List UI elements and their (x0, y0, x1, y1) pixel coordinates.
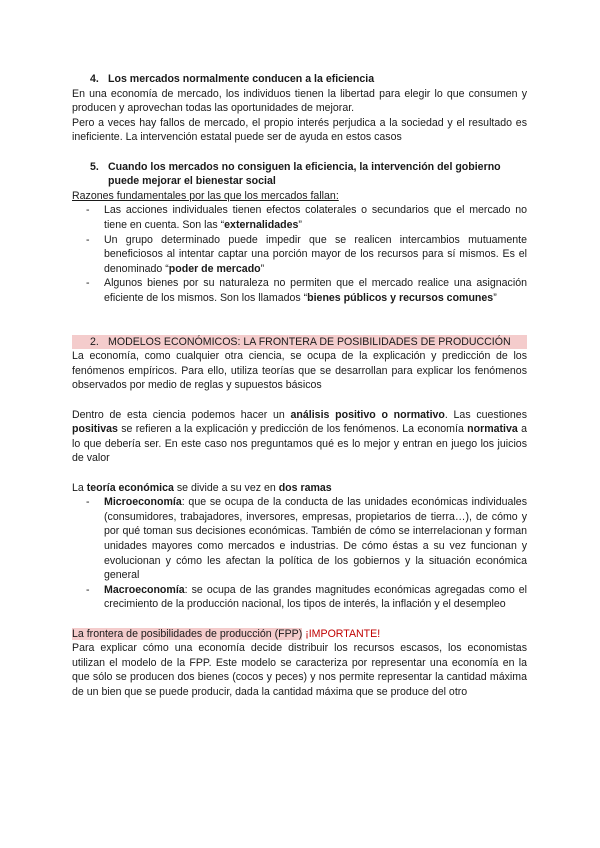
list-text-end: ” (298, 218, 302, 231)
list-text: : se ocupa de las grandes magnitudes económicas agregadas como el crecimiento de la producción nacional, los tipos de interés, la inflación y el desempleo (104, 583, 527, 611)
bullet-dash: - (86, 496, 90, 509)
bullet-dash: - (86, 583, 90, 596)
bullet-dash: - (86, 204, 90, 217)
list-item-microeconomia (72, 495, 527, 583)
list-text: Un grupo determinado puede impedir que se realicen intercambios mutuamente beneficiosos al intentar captar una porción mayor de los recursos para sí mismos. Es el denominado “ (104, 233, 527, 275)
text-run: La (72, 481, 87, 494)
list-term: bienes públicos y recursos comunes (307, 291, 494, 304)
fpp-title: La frontera de posibilidades de producción (FPP) (72, 627, 303, 640)
list-text-end: ” (260, 262, 265, 275)
heading-title: Cuando los mercados no consiguen la eficiencia, la intervención del gobierno puede mejorar el bienestar social (108, 160, 501, 188)
heading-4 (72, 72, 527, 87)
bold-term: dos ramas (278, 481, 332, 494)
paragraph: Para explicar cómo una economía decide distribuir los recursos escasos, los economistas utilizan el modelo de la FPP. Este modelo se caracteriza por representar una economía en la que sólo se producen dos bienes (cocos y peces) y nos permite representar la cantidad máxima de un bien que se puede producir, dada la cantidad máxima que se produce del otro (72, 642, 527, 698)
text-run: a lo que debería ser. En este caso nos preguntamos qué es lo mejor y entran en juego los juicios de valor (72, 423, 527, 465)
text-run: Dentro de esta ciencia podemos hacer un (72, 408, 291, 421)
bullet-dash: - (86, 277, 90, 290)
paragraph: Pero a veces hay fallos de mercado, el propio interés perjudica a la sociedad y el resultado es ineficiente. La intervención estatal puede ser de ayuda en estos casos (72, 116, 527, 144)
list-item (72, 233, 527, 277)
bold-term: positivas (72, 423, 118, 436)
list-text-end: ” (493, 291, 497, 304)
list-item (72, 203, 527, 232)
heading-5 (72, 160, 527, 189)
list-item (72, 276, 527, 305)
paragraph (72, 408, 527, 466)
section-title: MODELOS ECONÓMICOS: LA FRONTERA DE POSIBILIDADES DE PRODUCCIÓN (108, 335, 511, 348)
paragraph (72, 481, 527, 496)
list-term: Macroeconomía (104, 583, 185, 596)
bullet-dash: - (86, 233, 90, 246)
bold-term: normativa (467, 423, 518, 436)
document-page (72, 72, 527, 700)
section-heading-2 (72, 335, 527, 350)
fpp-heading (72, 627, 527, 642)
list-term: externalidades (224, 218, 299, 231)
bold-term: análisis positivo o normativo (290, 408, 445, 421)
list-text: Las acciones individuales tienen efectos colaterales o secundarios que el mercado no tiene en cuenta. Son las “ (104, 204, 527, 231)
paragraph: En una economía de mercado, los individuos tienen la libertad para elegir lo que consumen y producen y aprovechan todas las oportunidades de mejorar. (72, 87, 527, 115)
text-run: se refieren a la explicación y predicción de los fenómenos. La economía (117, 423, 468, 436)
heading-number: 5. (90, 160, 99, 173)
heading-number: 4. (90, 73, 99, 85)
heading-title: Los mercados normalmente conducen a la eficiencia (108, 73, 375, 85)
section-number: 2. (90, 335, 99, 348)
text-run: . Las cuestiones (444, 408, 527, 421)
important-label: ¡IMPORTANTE! (302, 627, 381, 640)
list-text: Algunos bienes por su naturaleza no permiten que el mercado realice una asignación eficiente de los mismos. Son los llamados “ (104, 277, 527, 304)
bold-term: teoría económica (86, 481, 174, 494)
list-item-macroeconomia (72, 583, 527, 612)
list-term: Microeconomía (104, 496, 182, 509)
paragraph: La economía, como cualquier otra ciencia, se ocupa de la explicación y predicción de los fenómenos empíricos. Para ello, utiliza teorías que se desarrollan para explicar los fenómenos observados por medio de reglas y supuestos básicos (72, 350, 527, 392)
list-text: : que se ocupa de la conducta de las unidades económicas individuales (consumidores, trabajadores, inversores, empresas, propietarios de tierra…), de cómo y por qué toman sus decisiones económicas. También de cómo se interrelacionan y forman unidades mayores como mercados e industrias. De cómo éstas a su vez funcionan y evolucionan y cómo les afectan la política de los gobiernos y la situación económica general (104, 496, 527, 582)
list-term: poder de mercado (168, 262, 261, 275)
text-run: se divide a su vez en (173, 481, 279, 494)
reasons-label: Razones fundamentales por las que los mercados fallan: (72, 189, 339, 202)
